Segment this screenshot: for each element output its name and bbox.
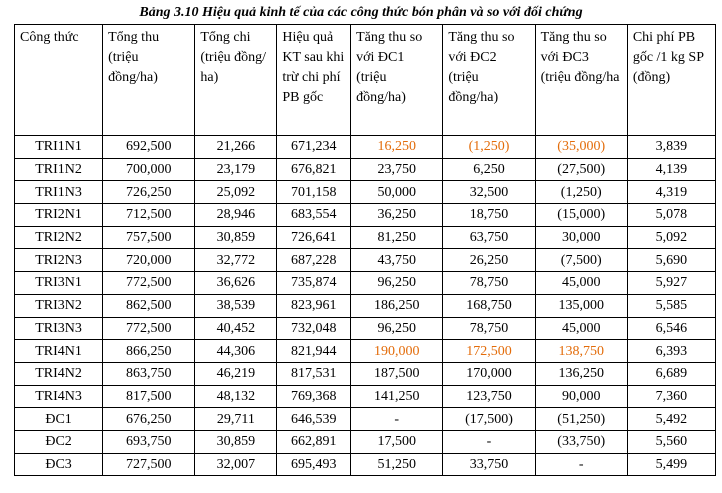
value-cell: 50,000 xyxy=(351,181,443,204)
value-cell: 186,250 xyxy=(351,294,443,317)
value-cell: 5,560 xyxy=(627,430,715,453)
value-cell: 33,750 xyxy=(443,453,535,476)
value-cell: 187,500 xyxy=(351,362,443,385)
value-cell: 5,499 xyxy=(627,453,715,476)
value-cell: 32,500 xyxy=(443,181,535,204)
table-row xyxy=(15,408,716,431)
value-cell: (51,250) xyxy=(535,408,627,431)
value-cell: 726,250 xyxy=(103,181,195,204)
value-cell: 5,585 xyxy=(627,294,715,317)
table-row xyxy=(15,136,716,159)
header-formula: Công thức xyxy=(15,25,103,136)
value-cell: 190,000 xyxy=(351,340,443,363)
table-row xyxy=(15,158,716,181)
value-cell: 5,078 xyxy=(627,204,715,227)
value-cell: - xyxy=(443,430,535,453)
value-cell: 45,000 xyxy=(535,317,627,340)
value-cell: 687,228 xyxy=(277,249,351,272)
table-row xyxy=(15,340,716,363)
value-cell: 720,000 xyxy=(103,249,195,272)
value-cell: 96,250 xyxy=(351,272,443,295)
value-cell: 821,944 xyxy=(277,340,351,363)
value-cell: 135,000 xyxy=(535,294,627,317)
value-cell: 168,750 xyxy=(443,294,535,317)
value-cell: 26,250 xyxy=(443,249,535,272)
value-cell: (1,250) xyxy=(443,136,535,159)
value-cell: 51,250 xyxy=(351,453,443,476)
formula-cell: TRI1N2 xyxy=(15,158,103,181)
value-cell: 772,500 xyxy=(103,317,195,340)
table-row xyxy=(15,317,716,340)
formula-cell: ĐC1 xyxy=(15,408,103,431)
value-cell: 25,092 xyxy=(195,181,277,204)
value-cell: 36,626 xyxy=(195,272,277,295)
value-cell: - xyxy=(535,453,627,476)
value-cell: 817,500 xyxy=(103,385,195,408)
value-cell: 772,500 xyxy=(103,272,195,295)
value-cell: 45,000 xyxy=(535,272,627,295)
value-cell: 78,750 xyxy=(443,272,535,295)
value-cell: 5,690 xyxy=(627,249,715,272)
value-cell: 4,139 xyxy=(627,158,715,181)
value-cell: 36,250 xyxy=(351,204,443,227)
value-cell: 5,092 xyxy=(627,226,715,249)
table-row xyxy=(15,272,716,295)
formula-cell: TRI2N3 xyxy=(15,249,103,272)
value-cell: 683,554 xyxy=(277,204,351,227)
value-cell: (7,500) xyxy=(535,249,627,272)
value-cell: 700,000 xyxy=(103,158,195,181)
value-cell: 29,711 xyxy=(195,408,277,431)
value-cell: (33,750) xyxy=(535,430,627,453)
value-cell: 823,961 xyxy=(277,294,351,317)
value-cell: 735,874 xyxy=(277,272,351,295)
value-cell: 78,750 xyxy=(443,317,535,340)
economic-efficiency-table xyxy=(14,24,716,476)
value-cell: 46,219 xyxy=(195,362,277,385)
value-cell: (17,500) xyxy=(443,408,535,431)
value-cell: 172,500 xyxy=(443,340,535,363)
value-cell: 23,179 xyxy=(195,158,277,181)
value-cell: 695,493 xyxy=(277,453,351,476)
value-cell: 6,393 xyxy=(627,340,715,363)
header-row xyxy=(15,25,716,136)
value-cell: 170,000 xyxy=(443,362,535,385)
table-row xyxy=(15,226,716,249)
table-row xyxy=(15,385,716,408)
header-total-revenue: Tổng thu (triệu đồng/ha) xyxy=(103,25,195,136)
value-cell: - xyxy=(351,408,443,431)
value-cell: 28,946 xyxy=(195,204,277,227)
value-cell: (15,000) xyxy=(535,204,627,227)
formula-cell: TRI1N3 xyxy=(15,181,103,204)
value-cell: 138,750 xyxy=(535,340,627,363)
value-cell: 701,158 xyxy=(277,181,351,204)
value-cell: 21,266 xyxy=(195,136,277,159)
value-cell: 23,750 xyxy=(351,158,443,181)
table-row xyxy=(15,181,716,204)
value-cell: 5,492 xyxy=(627,408,715,431)
value-cell: 123,750 xyxy=(443,385,535,408)
value-cell: 671,234 xyxy=(277,136,351,159)
value-cell: 5,927 xyxy=(627,272,715,295)
value-cell: 96,250 xyxy=(351,317,443,340)
value-cell: 4,319 xyxy=(627,181,715,204)
value-cell: 676,250 xyxy=(103,408,195,431)
table-row xyxy=(15,362,716,385)
value-cell: 17,500 xyxy=(351,430,443,453)
formula-cell: TRI2N2 xyxy=(15,226,103,249)
header-total-cost: Tổng chi (triệu đồng/ ha) xyxy=(195,25,277,136)
value-cell: 81,250 xyxy=(351,226,443,249)
value-cell: 90,000 xyxy=(535,385,627,408)
value-cell: 692,500 xyxy=(103,136,195,159)
table-row xyxy=(15,249,716,272)
table-row xyxy=(15,430,716,453)
value-cell: 40,452 xyxy=(195,317,277,340)
value-cell: (35,000) xyxy=(535,136,627,159)
value-cell: (27,500) xyxy=(535,158,627,181)
formula-cell: TRI4N1 xyxy=(15,340,103,363)
value-cell: 32,772 xyxy=(195,249,277,272)
formula-cell: ĐC3 xyxy=(15,453,103,476)
value-cell: 38,539 xyxy=(195,294,277,317)
value-cell: 141,250 xyxy=(351,385,443,408)
value-cell: 16,250 xyxy=(351,136,443,159)
value-cell: 727,500 xyxy=(103,453,195,476)
formula-cell: TRI2N1 xyxy=(15,204,103,227)
value-cell: 676,821 xyxy=(277,158,351,181)
formula-cell: TRI1N1 xyxy=(15,136,103,159)
value-cell: 6,250 xyxy=(443,158,535,181)
value-cell: 6,689 xyxy=(627,362,715,385)
value-cell: 769,368 xyxy=(277,385,351,408)
value-cell: 757,500 xyxy=(103,226,195,249)
table-row xyxy=(15,453,716,476)
formula-cell: TRI4N2 xyxy=(15,362,103,385)
value-cell: 866,250 xyxy=(103,340,195,363)
value-cell: 63,750 xyxy=(443,226,535,249)
value-cell: 44,306 xyxy=(195,340,277,363)
table-caption: Bảng 3.10 Hiệu quả kinh tế của các công thức bón phân và so với đối chứng xyxy=(139,5,583,20)
header-gain-vs-dc1: Tăng thu so với ĐC1 (triệu đồng/ha) xyxy=(351,25,443,136)
value-cell: (1,250) xyxy=(535,181,627,204)
value-cell: 48,132 xyxy=(195,385,277,408)
value-cell: 30,859 xyxy=(195,226,277,249)
value-cell: 30,000 xyxy=(535,226,627,249)
value-cell: 30,859 xyxy=(195,430,277,453)
value-cell: 726,641 xyxy=(277,226,351,249)
value-cell: 32,007 xyxy=(195,453,277,476)
header-fertilizer-cost-per-kg: Chi phí PB gốc /1 kg SP (đồng) xyxy=(627,25,715,136)
value-cell: 18,750 xyxy=(443,204,535,227)
value-cell: 6,546 xyxy=(627,317,715,340)
value-cell: 43,750 xyxy=(351,249,443,272)
formula-cell: TRI4N3 xyxy=(15,385,103,408)
value-cell: 3,839 xyxy=(627,136,715,159)
table-row xyxy=(15,204,716,227)
value-cell: 817,531 xyxy=(277,362,351,385)
formula-cell: TRI3N2 xyxy=(15,294,103,317)
value-cell: 732,048 xyxy=(277,317,351,340)
table-body xyxy=(15,136,716,476)
value-cell: 662,891 xyxy=(277,430,351,453)
table-row xyxy=(15,294,716,317)
value-cell: 693,750 xyxy=(103,430,195,453)
header-gain-vs-dc2: Tăng thu so với ĐC2 (triệu đồng/ha) xyxy=(443,25,535,136)
formula-cell: ĐC2 xyxy=(15,430,103,453)
value-cell: 863,750 xyxy=(103,362,195,385)
header-net-efficiency: Hiệu quả KT sau khi trừ chi phí PB gốc xyxy=(277,25,351,136)
value-cell: 862,500 xyxy=(103,294,195,317)
value-cell: 712,500 xyxy=(103,204,195,227)
value-cell: 646,539 xyxy=(277,408,351,431)
header-gain-vs-dc3: Tăng thu so với ĐC3 (triệu đồng/ha xyxy=(535,25,627,136)
formula-cell: TRI3N1 xyxy=(15,272,103,295)
value-cell: 136,250 xyxy=(535,362,627,385)
value-cell: 7,360 xyxy=(627,385,715,408)
formula-cell: TRI3N3 xyxy=(15,317,103,340)
